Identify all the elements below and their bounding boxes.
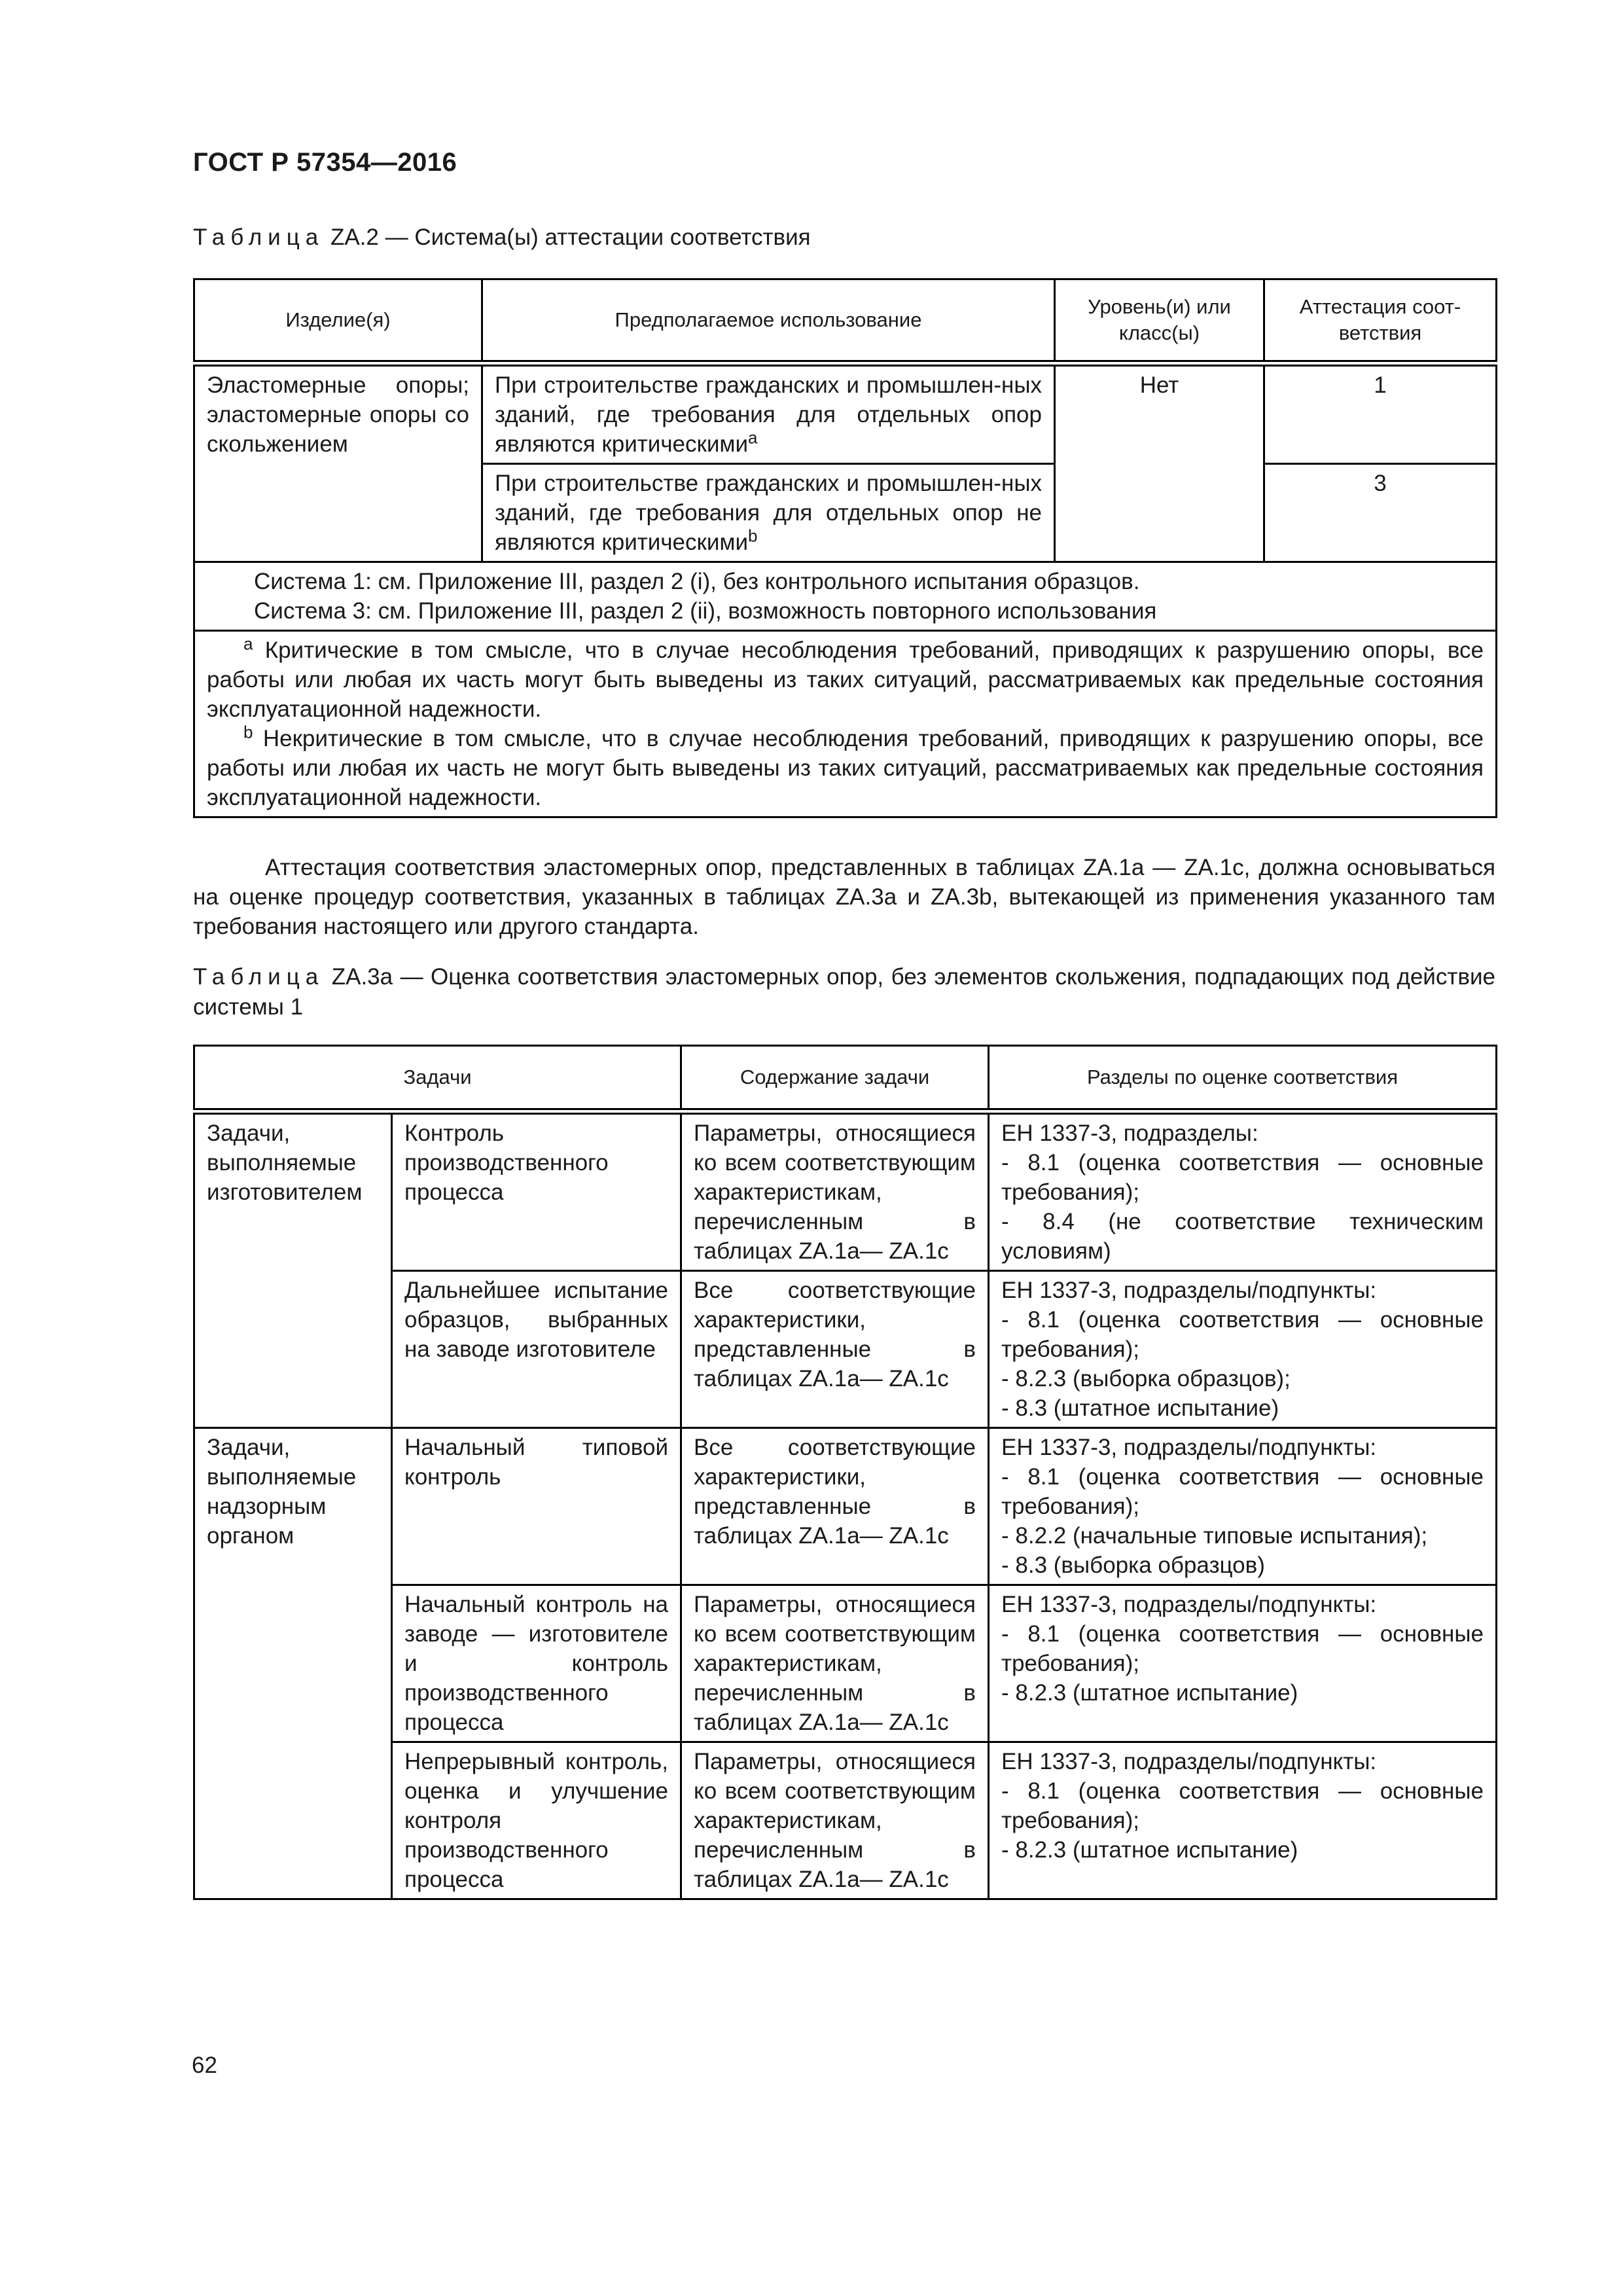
table2-sections-cell [989, 1742, 1497, 1899]
table1-use2-sup: b [748, 525, 758, 545]
table1-notes-row [194, 630, 1497, 817]
table1-header-row [194, 279, 1497, 363]
table2-content-cell: Параметры, относящиеся ко всем соответствующим характеристикам, перечисленным в таблицах ZA.1a— ZA.1c [681, 1585, 989, 1742]
table1-caption-text: ZA.2 — Система(ы) аттестации соответствия [330, 224, 811, 250]
table2-task-cell: Начальный контроль на заводе — изготовителе и контроль производственного процесса [392, 1585, 681, 1742]
table2-sections-cell [989, 1270, 1497, 1427]
table1-use2-text: При строительстве гражданских и промышлен-ных зданий, где требования для отдельных опор не являются критическими [495, 470, 1042, 555]
table1-notes-cell [194, 630, 1497, 817]
table1-note-a-text: Критические в том смысле, что в случае несоблюдения требований, приводящих к разрушению опоры, все работы или любая их часть могут быть выведены из таких ситуаций, рассматриваемых как предельные состояния эксплуатационной надежности. [207, 637, 1484, 722]
table1-level-cell: Нет [1055, 363, 1264, 562]
page-number: 62 [192, 2053, 217, 2078]
table1-note-b-text: Некритические в том смысле, что в случае несоблюдения требований, приводящих к разрушению опоры, все работы или любая их часть не могут быть выведены из таких ситуаций, рассматриваемых как предельные состояния эксплуатационной надежности. [207, 725, 1484, 810]
table2-sections-cell [989, 1427, 1497, 1585]
table2-task-cell: Контроль производственного процесса [392, 1111, 681, 1271]
table1-use2-cell [482, 463, 1055, 562]
section-line: - 8.1 (оценка соответствия — основные требования); [1001, 1463, 1484, 1519]
section-line: - 8.2.2 (начальные типовые испытания); [1001, 1522, 1428, 1549]
table-za3a [193, 1045, 1497, 1900]
section-line: - 8.4 (не соответствие техническим условиям) [1001, 1208, 1484, 1264]
table2-group-notified-body: Задачи, выполняемые надзорным органом [194, 1427, 392, 1899]
table1-systems-row [194, 562, 1497, 630]
table1-system1: Система 1: см. Приложение III, раздел 2 (i), без контрольного испытания образцов. [254, 568, 1140, 594]
section-line: - 8.2.3 (выборка образцов); [1001, 1365, 1291, 1391]
table2-content-cell: Параметры, относящиеся ко всем соответствующим характеристикам, перечисленным в таблицах ZA.1a— ZA.1c [681, 1111, 989, 1271]
table1-systems-cell [194, 562, 1497, 630]
section-line: ЕН 1337-3, подразделы/подпункты: [1001, 1434, 1377, 1460]
table1-use1-text: При строительстве гражданских и промышлен-ных зданий, где требования для отдельных опор являются критическими [495, 372, 1042, 457]
table1-row [194, 363, 1497, 464]
section-line: - 8.1 (оценка соответствия — основные требования); [1001, 1149, 1484, 1205]
table1-att2-cell: 3 [1264, 463, 1497, 562]
table2-caption-prefix: Таблица [193, 964, 325, 990]
section-line: - 8.3 (выборка образцов) [1001, 1552, 1265, 1578]
table2-header-row [194, 1046, 1497, 1111]
table1-note-a [207, 633, 1484, 724]
section-line: - 8.1 (оценка соответствия — основные требования); [1001, 1778, 1484, 1833]
section-line: - 8.2.3 (штатное испытание) [1001, 1837, 1298, 1863]
document-header: ГОСТ Р 57354—2016 [193, 148, 457, 177]
table-row [194, 1427, 1497, 1585]
table2-sections-cell [989, 1585, 1497, 1742]
table2-sections-cell [989, 1111, 1497, 1271]
section-line: ЕН 1337-3, подразделы/подпункты: [1001, 1748, 1377, 1774]
table1-note-b-sup: b [243, 721, 253, 742]
table1-note-a-sup: a [243, 633, 253, 653]
table1-header-attestation: Аттестация соот-ветствия [1264, 279, 1497, 363]
table1-header-product: Изделие(я) [194, 279, 482, 363]
section-line: - 8.1 (оценка соответствия — основные требования); [1001, 1306, 1484, 1362]
table2-header-tasks: Задачи [194, 1046, 681, 1111]
table2-group-manufacturer: Задачи, выполняемые изготовителем [194, 1111, 392, 1428]
table1-header-level: Уровень(и) или класс(ы) [1055, 279, 1264, 363]
table2-task-cell: Непрерывный контроль, оценка и улучшение контроля производственного процесса [392, 1742, 681, 1899]
table-za2 [193, 278, 1497, 818]
section-line: - 8.3 (штатное испытание) [1001, 1395, 1279, 1421]
section-line: ЕН 1337-3, подразделы: [1001, 1120, 1258, 1146]
table2-header-sections: Разделы по оценке соответствия [989, 1046, 1497, 1111]
table2-content-cell: Все соответствующие характеристики, представленные в таблицах ZA.1a— ZA.1c [681, 1270, 989, 1427]
table1-header-use: Предполагаемое использование [482, 279, 1055, 363]
section-line: - 8.1 (оценка соответствия — основные требования); [1001, 1621, 1484, 1676]
table2-caption-text: ZA.3a — Оценка соответствия эластомерных опор, без элементов скольжения, подпадающих под действие системы 1 [193, 964, 1496, 1020]
table2-header-content: Содержание задачи [681, 1046, 989, 1111]
table2-task-cell: Дальнейшее испытание образцов, выбранных на заводе изготовителе [392, 1270, 681, 1427]
table1-product-cell: Эластомерные опоры; эластомерные опоры со скольжением [194, 363, 482, 562]
table1-caption [193, 223, 811, 253]
table2-task-cell: Начальный типовой контроль [392, 1427, 681, 1585]
table2-content-cell: Параметры, относящиеся ко всем соответствующим характеристикам, перечисленным в таблицах ZA.1a— ZA.1c [681, 1742, 989, 1899]
section-line: ЕН 1337-3, подразделы/подпункты: [1001, 1277, 1377, 1303]
table1-att1-cell: 1 [1264, 363, 1497, 464]
table1-use1-sup: a [748, 427, 758, 447]
table1-note-b [207, 721, 1484, 812]
table1-use1-cell [482, 363, 1055, 464]
table1-system3: Система 3: см. Приложение III, раздел 2 (ii), возможность повторного использования [254, 598, 1157, 624]
section-line: ЕН 1337-3, подразделы/подпункты: [1001, 1591, 1377, 1617]
body-paragraph: Аттестация соответствия эластомерных опор, представленных в таблицах ZA.1a — ZA.1c, должна основываться на оценке процедур соответствия, указанных в таблицах ZA.3a и ZA.3b, вытекающей из применения указанного там требования настоящего или другого стандарта. [193, 855, 1495, 939]
section-line: - 8.2.3 (штатное испытание) [1001, 1679, 1298, 1706]
table2-content-cell: Все соответствующие характеристики, представленные в таблицах ZA.1a— ZA.1c [681, 1427, 989, 1585]
table-row [194, 1111, 1497, 1271]
table1-caption-prefix: Таблица [193, 224, 325, 250]
table2-caption [193, 962, 1495, 1022]
